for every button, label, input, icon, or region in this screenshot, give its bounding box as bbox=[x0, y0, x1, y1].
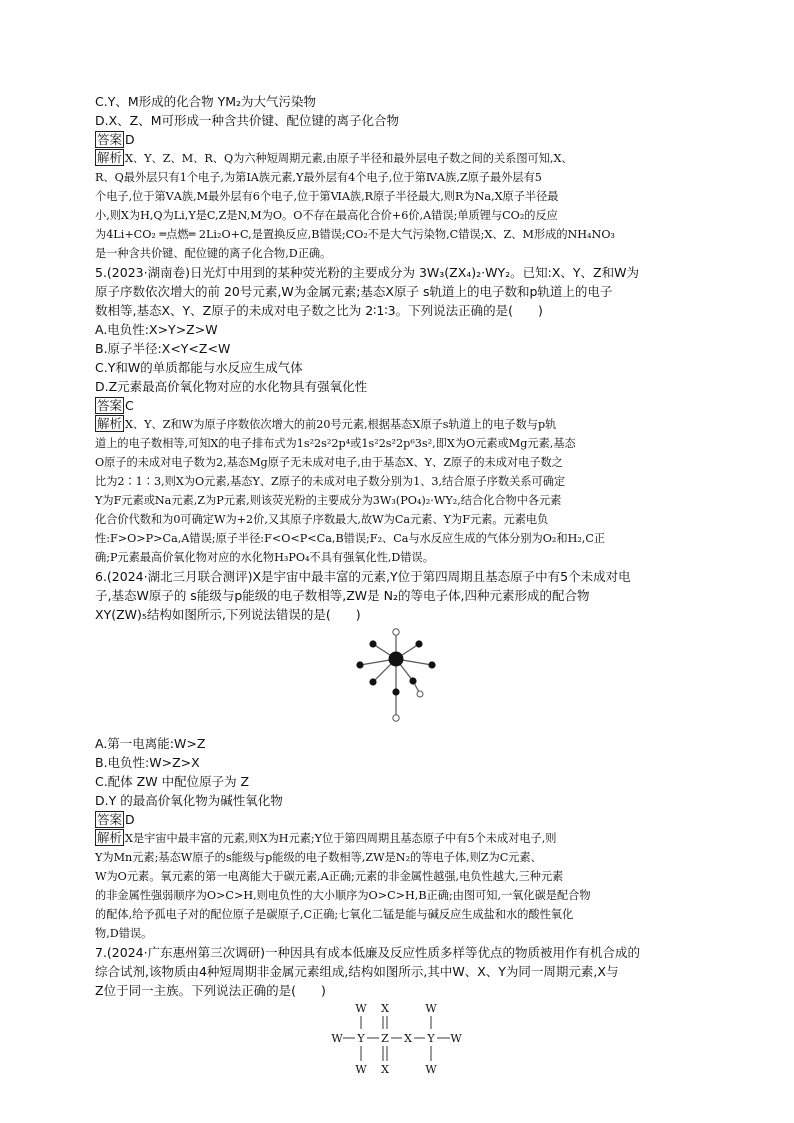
q4-explain-line: 为4Li+CO₂ ═点燃═ 2Li₂O+C,是置换反应,B错误;CO₂不是大气污染物,C错误;X、Z、M形成的NH₄NO₃ bbox=[95, 228, 615, 241]
atom-label: W bbox=[425, 1002, 437, 1015]
atom-label: Y bbox=[357, 1032, 365, 1045]
q6-option-d: D.Y 的最高价氧化物为碱性氧化物 bbox=[95, 793, 283, 808]
atom-label: W bbox=[355, 1002, 367, 1015]
q6-explain-line: 的非金属性强弱顺序为O>C>H,则电负性的大小顺序为O>C>H,B正确;由图可知,一氧化碳是配合物 bbox=[95, 889, 591, 902]
q4-answer: D bbox=[125, 132, 135, 147]
q6-stem-line: 子,基态W原子的 s能级与p能级的电子数相等,ZW是 N₂的等电子体,四种元素形成的配合物 bbox=[95, 588, 590, 603]
q5-answer: C bbox=[125, 398, 134, 413]
atom-label: W bbox=[331, 1032, 343, 1045]
answer-label: 答案 bbox=[97, 132, 123, 147]
q4-answer-row bbox=[95, 130, 705, 149]
q4-explain-line: 解析 X、Y、Z、M、R、Q为六种短周期元素,由原子半径和最外层电子数之间的关系图可知,X、 bbox=[97, 150, 573, 165]
complex-structure-figure bbox=[95, 624, 705, 734]
answer-label: 答案 bbox=[97, 812, 123, 827]
q4-explain-line: 个电子,位于第ⅤA族,M最外层有6个电子,位于第ⅥA族,R原子半径最大,则R为Na,X原子半径最 bbox=[95, 190, 559, 203]
q6-explain-line: 解析 X是宇宙中最丰富的元素,则X为H元素;Y位于第四周期且基态原子中有5个未成对电子,则 bbox=[97, 830, 557, 845]
q5-option-b: B.原子半径:X<Y<Z<W bbox=[95, 341, 231, 356]
q6-option-c: C.配体 ZW 中配位原子为 Z bbox=[95, 774, 250, 789]
q5-explain-line: 确;P元素最高价氧化物对应的水化物H₃PO₄不具有强氧化性,D错误。 bbox=[95, 551, 434, 564]
q5-stem-line: 原子序数依次增大的前 20号元素,W为金属元素;基态X原子 s轨道上的电子数和p轨道上的电子 bbox=[95, 284, 613, 299]
q6-stem-line: 6.(2024·湖北三月联合测评)X是宇宙中最丰富的元素,Y位于第四周期且基态原子中有5个未成对电 bbox=[95, 569, 631, 584]
q5-explain-line: 解析 X、Y、Z和W为原子序数依次增大的前20号元素,根据基态X原子s轨道上的电子数与p轨 bbox=[97, 416, 557, 431]
q6-explain-line: W为O元素。氧元素的第一电离能大于碳元素,A正确;元素的非金属性越强,电负性越大,三种元素 bbox=[95, 870, 564, 883]
atom-label: X bbox=[381, 1002, 389, 1015]
exam-page bbox=[95, 92, 705, 1080]
atom-label: X bbox=[404, 1032, 412, 1045]
q5-stem-line: 5.(2023·湖南卷)日光灯中用到的某种荧光粉的主要成分为 3W₃(ZX₄)₂·WY₂。已知:X、Y、Z和W为 bbox=[95, 265, 639, 280]
q6-option-a: A.第一电离能:W>Z bbox=[95, 736, 206, 751]
atom-label: Z bbox=[381, 1032, 389, 1045]
structural-formula bbox=[95, 1000, 705, 1080]
atom-label: W bbox=[355, 1063, 367, 1076]
q5-option-d: D.Z元素最高价氧化物对应的水化物具有强氧化性 bbox=[95, 379, 368, 394]
q5-stem-line: 数相等,基态X、Y、Z原子的未成对电子数之比为 2∶1∶3。下列说法正确的是( ) bbox=[95, 303, 543, 318]
q7-stem-line: 7.(2024·广东惠州第三次调研)一种因具有成本低廉及反应性质多样等优点的物质被用作有机合成的 bbox=[95, 945, 640, 960]
q5-explain-line: Y为F元素或Na元素,Z为P元素,则该荧光粉的主要成分为3W₃(PO₄)₂·WY₂,结合化合物中各元素 bbox=[95, 494, 562, 507]
q4-option-d: D.X、Z、M可形成一种含共价键、配位键的离子化合物 bbox=[95, 113, 400, 128]
atom-label: W bbox=[450, 1032, 462, 1045]
q5-option-a: A.电负性:X>Y>Z>W bbox=[95, 322, 218, 337]
q6-explain-line: 的配体,给予孤电子对的配位原子是碳原子,C正确;七氧化二锰是能与碱反应生成盐和水的酸性氧化 bbox=[95, 908, 574, 921]
explain-label: 解析 bbox=[97, 416, 123, 431]
q5-answer-row bbox=[95, 396, 705, 415]
q6-stem-line: XY(ZW)₅结构如图所示,下列说法错误的是( ) bbox=[95, 607, 361, 622]
q5-explain-line: 化合价代数和为0可确定W为+2价,又其原子序数最大,故W为Ca元素、Y为F元素。元素电负 bbox=[95, 513, 549, 526]
q5-explain-line: O原子的未成对电子数为2,基态Mg原子无未成对电子,由于基态X、Y、Z原子的未成对电子数之 bbox=[95, 456, 563, 469]
explain-label: 解析 bbox=[97, 150, 123, 165]
q6-option-b: B.电负性:W>Z>X bbox=[95, 755, 200, 770]
q5-explain-line: 性:F>O>P>Ca,A错误;原子半径:F<O<P<Ca,B错误;F₂、Ca与水反应生成的气体分别为O₂和H₂,C正 bbox=[95, 532, 606, 545]
q5-option-c: C.Y和W的单质都能与水反应生成气体 bbox=[95, 360, 303, 375]
q4-explain-line: R、Q最外层只有1个电子,为第ⅠA族元素,Y最外层有4个电子,位于第ⅣA族,Z原子最外层有5 bbox=[95, 171, 542, 184]
explain-label: 解析 bbox=[97, 830, 123, 845]
q6-answer-row bbox=[95, 810, 705, 829]
q6-explain-line: Y为Mn元素;基态W原子的s能级与p能级的电子数相等,ZW是N₂的等电子体,则Z为C元素、 bbox=[95, 851, 542, 864]
answer-label: 答案 bbox=[97, 398, 123, 413]
ball-stick-model bbox=[95, 624, 705, 734]
q4-option-c: C.Y、M形成的化合物 YM₂为大气污染物 bbox=[95, 94, 317, 109]
q5-explain-line: 道上的电子数相等,可知X的电子排布式为1s²2s²2p⁴或1s²2s²2p⁶3s²,即X为O元素或Mg元素,基态 bbox=[95, 437, 576, 450]
q7-stem-line: 综合试剂,该物质由4种短周期非金属元素组成,结构如图所示,其中W、X、Y为同一周期元素,X与 bbox=[95, 964, 619, 979]
atom-label: W bbox=[425, 1063, 437, 1076]
q4-explain-line: 是一种含共价键、配位键的离子化合物,D正确。 bbox=[95, 247, 332, 260]
molecule-structure-figure bbox=[95, 1000, 705, 1080]
q6-explain-line: 物,D错误。 bbox=[95, 927, 153, 940]
atom-label: Y bbox=[427, 1032, 435, 1045]
q6-answer: D bbox=[125, 812, 135, 827]
q7-stem-line: Z位于同一主族。下列说法正确的是( ) bbox=[95, 983, 326, 998]
atom-label: X bbox=[381, 1063, 389, 1076]
q5-explain-line: 比为2∶1∶3,则X为O元素,基态Y、Z原子的未成对电子数分别为1、3,结合原子序数关系可确定 bbox=[95, 475, 566, 488]
q4-explain-line: 小,则X为H,Q为Li,Y是C,Z是N,M为O。O不存在最高化合价+6价,A错误;单质锂与CO₂的反应 bbox=[95, 209, 558, 222]
